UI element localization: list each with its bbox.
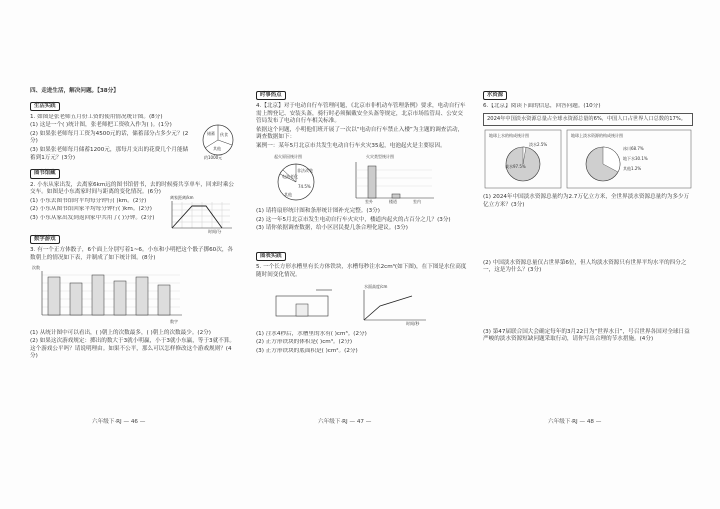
q3-part-a: (1) 从统计图中可以看出，( )朝上的次数最多，( )朝上的次数最少。(2分) [30,329,211,336]
distance-line [172,206,222,228]
q1-intro: 1. 如图是张老师五月份工资的使用情况统计图。(8分) [30,113,163,120]
page-footer-48: 六年级下·RJ — 48 — [548,419,602,425]
bar-6 [158,285,170,315]
bar-chart-xlabel: 数字 [170,319,178,325]
q5-part-c: (3) 正方形铁块的底面积是( )cm²。(2分) [256,347,358,354]
q5-chart-label: 水面高度/cm [364,284,388,290]
dice-bar-chart [30,263,190,325]
pie2-label-3: 其他 [284,191,292,197]
badge-library: 图书馆藏 [30,169,60,178]
pie2-label-1: 电池老化 [282,173,298,179]
section-title: 四、走进生活，解决问题。【38分】 [30,88,119,94]
q4-intro: 4.【北京】对于电动自行车管理问题，《北京市非机动车管理条例》要求，电动自行车需上牌登记、安装头盔，骑行时必须佩戴安全头盔等规定，北京市场监管局、公安交管局发布了电动自行车相关标准。 [256,103,466,125]
pie3-label-1: 咸水97.5% [505,163,526,169]
q5-intro: 5. 一个长方形水槽里有长方体铁块，水槽每秒注水2cm³(如下图)，在下图是水位高度随时间变化情况。 [256,264,467,278]
bar-4 [114,281,126,315]
q6-part-c: (3) 第47届联合国大会确定每年的3月22日为“世界水日”，号召世界各国对全球日益严峻的淡水资源短缺问题采取行动，请你写出合理的节水措施。(4分) [483,328,690,343]
pie2-title: 起火原因统计图 [274,153,302,159]
bar2-grid [356,170,432,186]
q4-body: 依据这个问题，小明他们班开展了一次以“电动自行车禁止入楼”为主题的调查活动，调查数据如下： [256,126,464,141]
q1-block [30,122,238,166]
q3-part-b: (2) 如果这次游戏规定：掷出的数大于3就小明赢，小于3就小东赢，等于3就不算。这个游戏公平吗？请说明理由。如果不公平，那么可以怎样修改这个游戏规则？(4分) [30,338,235,360]
line-chart-xlabel: 时间/分 [208,228,222,234]
fire-charts [256,152,468,204]
pie2-label-4: 74.5% [298,183,311,189]
q6-part-b: (2) 中国淡水资源总量仅占世界第6位，但人均淡水资源只有世界平均水平的四分之一，这是为什么？(3分) [483,259,687,274]
badge-current-events: 时事热点 [256,91,286,100]
q2-part-b: (2) 小东从图书馆回家平均每分钟行( )km。(2分) [30,206,152,213]
q2-part-c: (3) 小东从家出发到返回家中共用了( )分钟。(2分) [30,214,155,221]
bar2-label-2: 楼道 [389,198,397,204]
pie3-title: 地球上水的构成统计图 [489,132,529,138]
column-middle [256,88,468,356]
q6-info-box: 2024年中国淡水资源总量占全球水资源总量的6%，中国人口占世界人口总数的17%。 [483,113,693,126]
salary-pie-chart [198,120,238,160]
pie3-label-2: 淡水2.5% [529,141,548,147]
pie2-label-2: 非法改装 [297,167,313,173]
badge-math-game: 数学游戏 [30,235,60,244]
bar-3 [92,275,104,315]
water-tank-figure [256,280,468,326]
q6-answer-space-a [483,211,693,259]
bar-5 [136,277,148,315]
pie-label-4: 约1000元 [204,155,223,161]
badge-life-practice: 生活实践 [30,102,60,111]
q4-part-b: (2) 这一年5月北京市发生电动自行车火灾中，楼道内起火的占百分之几？(3分) [256,216,451,223]
pie4-label-1: 冰川68.7% [623,145,644,151]
q2-intro: 2. 小东从家出发，去离家6km远的图书馆借书，去的时候骑共享单车，回来时乘公交车。如图是小东离家时间与距离的变化情况。(6分) [30,181,234,196]
q4-part-c: (3) 请你依据调查数据，给小区居民提几条合理化建议。(3分) [256,225,408,232]
q2-block [30,194,238,234]
q5-part-a: (1) 注水4秒后，水槽里的水有( )cm³。(2分) [256,330,367,337]
water-pie-charts [483,128,693,190]
q4-case: 案例一：某年5月北京市共发生电动自行车火灾35起，电池起火是主要原因。 [256,143,446,150]
bar2-title: 火灾类型统计图 [366,153,394,159]
q2-part-a: (1) 小东去图书馆时平均每分钟行( )km。(2分) [30,197,147,204]
page-footer-46: 六年级下·RJ — 46 — [92,419,146,425]
pie4-title: 地球上淡水资源的构成统计图 [571,132,623,138]
pie-label-1: 储蓄 [207,131,215,137]
q1-part-b: (2) 如果张老师每月工资为4500元的话，储蓄部分占多少元？(2分) [30,130,189,145]
pie4-label-3: 其他1.2% [623,165,642,171]
badge-water-resource: 水资源 [483,91,507,100]
bar-2 [70,283,82,315]
q5-part-b: (2) 正方形铁块的体积是( )cm³。(2分) [256,339,353,346]
q1-part-a: (1) 这是一个( )统计图，张老师把工资收入作为( )。(1分) [30,122,172,129]
q4-part-a: (1) 请将扇形统计图和条形统计图补充完整。(3分) [256,208,380,215]
q1-part-c: (3) 如果张老师每月储蓄1200元，那每月支出的花费几个月能储蓄到1万元？(3分) [30,147,189,161]
q6-part-a: (1) 2024年中国淡水资源总量约为2.7万亿立方米，全世界淡水资源总量约为多少万亿立方米？(3分) [483,194,690,208]
pie-label-3: 其他 [213,146,221,152]
column-left [30,88,238,362]
bar2-outdoor [368,166,376,198]
bar2-label-3: 室内 [413,198,421,204]
q6-answer-space-b [483,276,693,328]
water-level-line [364,296,412,320]
column-right [483,88,693,345]
iron-block [296,304,308,316]
bar-1 [48,277,60,315]
pie4-label-2: 地下水30.1% [623,155,648,161]
bar2-label-1: 室外 [365,198,373,204]
line-chart-title: 离家距离/km [170,194,194,200]
pie-label-2: 伙食 [220,132,228,138]
bar-chart-ylabel: 次数 [32,265,40,271]
q6-intro: 6.【北京】阅读下面的信息，回答问题。(10分) [483,103,601,110]
page-footer-47: 六年级下·RJ — 47 — [318,419,372,425]
q3-intro: 3. 有一个正方体骰子，6个面上分别写着1~6。小东和小明把这个骰子掷60次，各数朝上的情况如下表，并制成了如下统计图。(8分) [30,247,234,261]
q5-xlabel: 时间/秒 [406,321,420,327]
badge-chart-practice: 图表实践 [256,252,286,261]
bar2-corridor [392,194,400,198]
distance-line-chart [164,194,238,234]
